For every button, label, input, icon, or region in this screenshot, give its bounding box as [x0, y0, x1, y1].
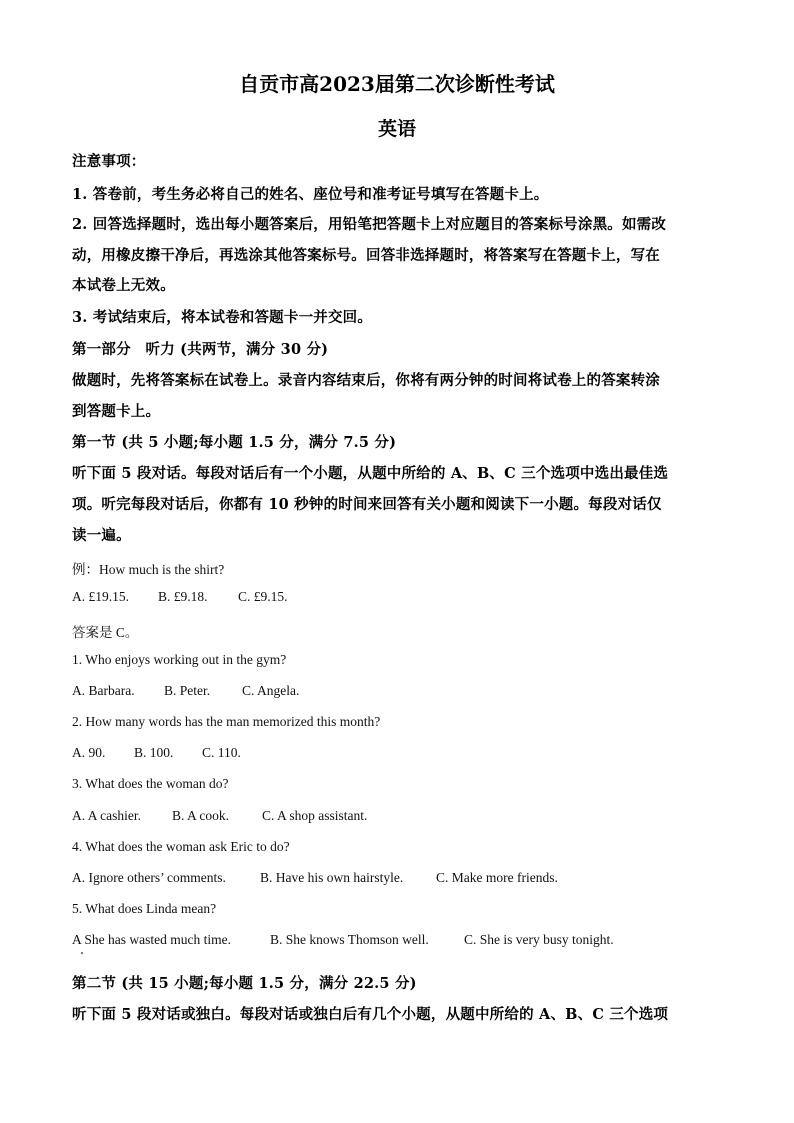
- question-5: 5. What does Linda mean?: [72, 901, 217, 916]
- q5-option-a: A She has wasted much time.: [72, 932, 231, 947]
- q1-option-b: B. Peter.: [164, 683, 211, 698]
- notice-line-2a: 2. 回答选择题时，选出每小题答案后，用铅笔把答题卡上对应题目的答案标号涂黑。如需改: [72, 216, 667, 233]
- q3-option-b: B. A cook.: [172, 808, 230, 823]
- q3-option-c: C. A shop assistant.: [262, 808, 368, 823]
- part1-heading: 第一部分 听力 (共两节，满分 30 分): [72, 341, 329, 358]
- section2-heading: 第二节 (共 15 小题;每小题 1.5 分，满分 22.5 分): [72, 975, 417, 992]
- q3-option-a: A. A cashier.: [72, 808, 141, 823]
- q4-option-a: A. Ignore others’ comments.: [72, 870, 226, 885]
- notice-line-2c: 本试卷上无效。: [72, 277, 175, 294]
- section1-heading: 第一节 (共 5 小题;每小题 1.5 分，满分 7.5 分): [72, 434, 397, 451]
- section1-instruction-c: 读一遍。: [72, 527, 131, 544]
- example-option-a: A. £19.15.: [72, 589, 129, 604]
- notice-line-2b: 动，用橡皮擦干净后，再选涂其他答案标号。回答非选择题时，将答案写在答题卡上，写在: [72, 247, 660, 264]
- q4-option-b: B. Have his own hairstyle.: [260, 870, 404, 885]
- part1-instruction-a: 做题时，先将答案标在试卷上。录音内容结束后，你将有两分钟的时间将试卷上的答案转涂: [72, 372, 660, 389]
- section2-instruction-a: 听下面 5 段对话或独白。每段对话或独白后有几个小题，从题中所给的 A、B、C 三个选项: [72, 1006, 669, 1023]
- section1-instruction-a: 听下面 5 段对话。每段对话后有一个小题，从题中所给的 A、B、C 三个选项中选出最佳选: [72, 465, 669, 482]
- exam-title: 自贡市高2023届第二次诊断性考试: [239, 72, 555, 96]
- notice-line-1: 1. 答卷前，考生务必将自己的姓名、座位号和准考证号填写在答题卡上。: [72, 186, 549, 203]
- q5-option-c: C. She is very busy tonight.: [464, 932, 614, 947]
- section1-instruction-b: 项。听完每段对话后，你都有 10 秒钟的时间来回答有关小题和阅读下一小题。每段对话仅: [72, 496, 662, 513]
- example-option-c: C. £9.15.: [238, 589, 288, 604]
- question-2: 2. How many words has the man memorized this month?: [72, 714, 381, 729]
- question-1: 1. Who enjoys working out in the gym?: [72, 652, 287, 667]
- q4-option-c: C. Make more friends.: [436, 870, 558, 885]
- q2-option-c: C. 110.: [202, 745, 241, 760]
- part1-instruction-b: 到答题卡上。: [72, 403, 161, 420]
- example-option-b: B. £9.18.: [158, 589, 208, 604]
- notice-heading: 注意事项：: [72, 153, 146, 170]
- question-3: 3. What does the woman do?: [72, 776, 229, 791]
- stray-dot: [81, 952, 83, 954]
- q1-option-c: C. Angela.: [242, 683, 300, 698]
- notice-line-3: 3. 考试结束后，将本试卷和答题卡一并交回。: [72, 309, 373, 326]
- exam-subject: 英语: [377, 118, 416, 140]
- q5-option-b: B. She knows Thomson well.: [270, 932, 429, 947]
- example-answer: 答案是 C。: [72, 625, 139, 640]
- question-4: 4. What does the woman ask Eric to do?: [72, 839, 290, 854]
- q1-option-a: A. Barbara.: [72, 683, 135, 698]
- q2-option-b: B. 100.: [134, 745, 174, 760]
- example-question: 例：How much is the shirt?: [72, 562, 225, 577]
- q2-option-a: A. 90.: [72, 745, 106, 760]
